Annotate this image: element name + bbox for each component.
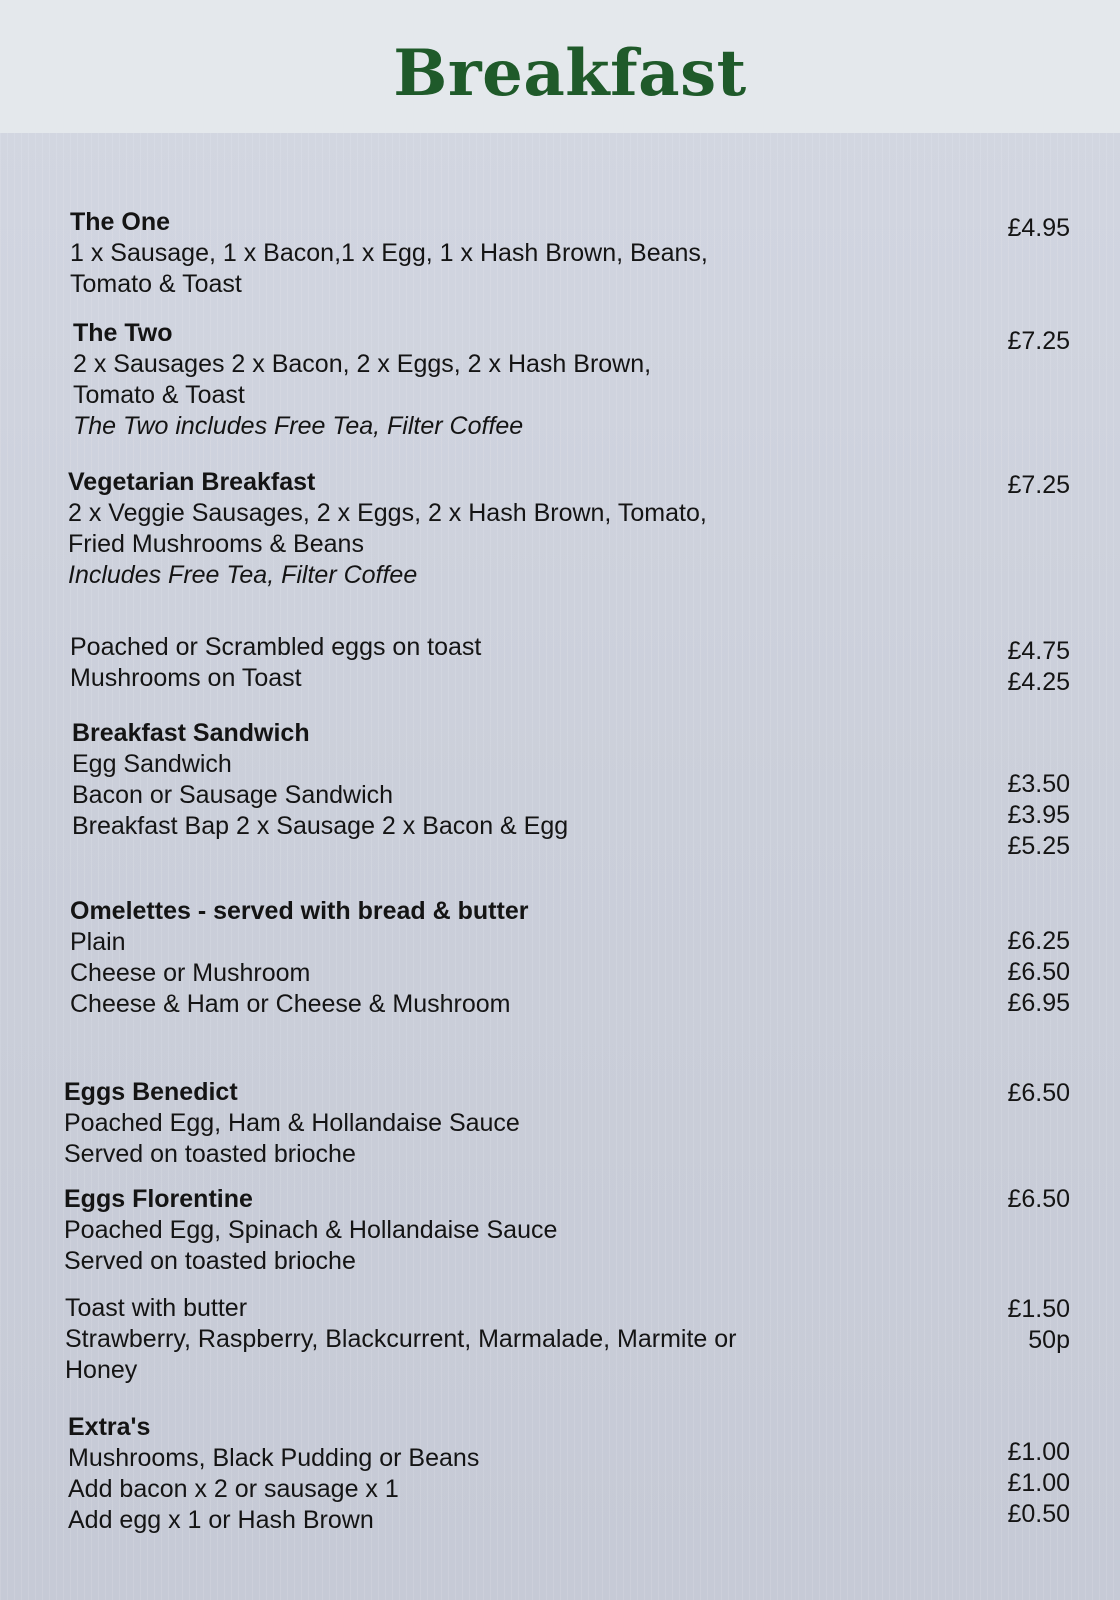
item-name: The Two [73, 319, 173, 347]
item-price: £6.50 [1007, 1185, 1070, 1213]
item-description: Poached Egg, Ham & Hollandaise Sauce [64, 1109, 520, 1137]
header-band [0, 0, 1120, 133]
item-price: £3.50 [1007, 770, 1070, 798]
item-label: Mushrooms, Black Pudding or Beans [68, 1444, 480, 1472]
section-heading: Extra's [68, 1413, 151, 1441]
item-price: £5.25 [1007, 832, 1070, 860]
menu-item-the-two [73, 318, 651, 442]
item-description: Served on toasted brioche [64, 1247, 356, 1275]
section-heading: Breakfast Sandwich [72, 719, 310, 747]
item-price: £4.75 [1007, 637, 1070, 665]
menu-group-on-toast [70, 632, 481, 694]
item-label: Toast with butter [65, 1294, 248, 1322]
item-label: Poached or Scrambled eggs on toast [70, 633, 482, 661]
item-description: 1 x Sausage, 1 x Bacon,1 x Egg, 1 x Hash Brown, Beans, [70, 239, 708, 267]
item-note: The Two includes Free Tea, Filter Coffee [73, 412, 524, 440]
item-price: £6.95 [1007, 989, 1070, 1017]
item-label: Cheese & Ham or Cheese & Mushroom [70, 990, 511, 1018]
item-description: 2 x Sausages 2 x Bacon, 2 x Eggs, 2 x Hash Brown, [73, 350, 652, 378]
item-label: Add bacon x 2 or sausage x 1 [68, 1475, 399, 1503]
item-description: Tomato & Toast [70, 270, 242, 298]
item-label: Egg Sandwich [72, 750, 232, 778]
menu-section-extras [68, 1412, 479, 1536]
menu-item-eggs-florentine [64, 1184, 557, 1277]
item-description: Fried Mushrooms & Beans [68, 530, 364, 558]
item-description: Honey [65, 1356, 138, 1384]
item-price: £6.25 [1007, 927, 1070, 955]
menu-section-omelettes [70, 896, 528, 1020]
page-title: Breakfast [393, 36, 747, 111]
item-description: Strawberry, Raspberry, Blackcurrent, Marmalade, Marmite or [65, 1325, 737, 1353]
item-description: Poached Egg, Spinach & Hollandaise Sauce [64, 1216, 558, 1244]
item-price: £3.95 [1007, 801, 1070, 829]
item-price: £4.25 [1007, 668, 1070, 696]
item-price: £1.00 [1007, 1469, 1070, 1497]
item-label: Mushrooms on Toast [70, 664, 302, 692]
item-label: Bacon or Sausage Sandwich [72, 781, 394, 809]
section-heading: Omelettes - served with bread & butter [70, 897, 529, 925]
item-description: 2 x Veggie Sausages, 2 x Eggs, 2 x Hash Brown, Tomato, [68, 499, 707, 527]
item-label: Breakfast Bap 2 x Sausage 2 x Bacon & Egg [72, 812, 569, 840]
item-name: Eggs Florentine [64, 1185, 253, 1213]
item-price: £6.50 [1007, 1079, 1070, 1107]
menu-item-eggs-benedict [64, 1077, 520, 1170]
item-price: £6.50 [1007, 958, 1070, 986]
menu-item-toast-with-butter [65, 1293, 736, 1386]
item-price: £1.00 [1007, 1438, 1070, 1466]
menu-item-the-one [70, 207, 708, 300]
item-price: £1.50 [1007, 1295, 1070, 1323]
menu-section-breakfast-sandwich [72, 718, 568, 842]
item-name: Vegetarian Breakfast [68, 468, 316, 496]
menu-item-vegetarian-breakfast [68, 467, 707, 591]
item-name: The One [70, 208, 171, 236]
item-name: Eggs Benedict [64, 1078, 238, 1106]
item-description: Served on toasted brioche [64, 1140, 356, 1168]
item-price: £7.25 [1007, 327, 1070, 355]
item-description: Tomato & Toast [73, 381, 245, 409]
item-label: Cheese or Mushroom [70, 959, 311, 987]
item-price: £7.25 [1007, 471, 1070, 499]
item-price: £0.50 [1007, 1500, 1070, 1528]
item-price: £4.95 [1007, 214, 1070, 242]
item-label: Add egg x 1 or Hash Brown [68, 1506, 374, 1534]
item-price: 50p [1028, 1326, 1070, 1354]
item-label: Plain [70, 928, 126, 956]
item-note: Includes Free Tea, Filter Coffee [68, 561, 418, 589]
